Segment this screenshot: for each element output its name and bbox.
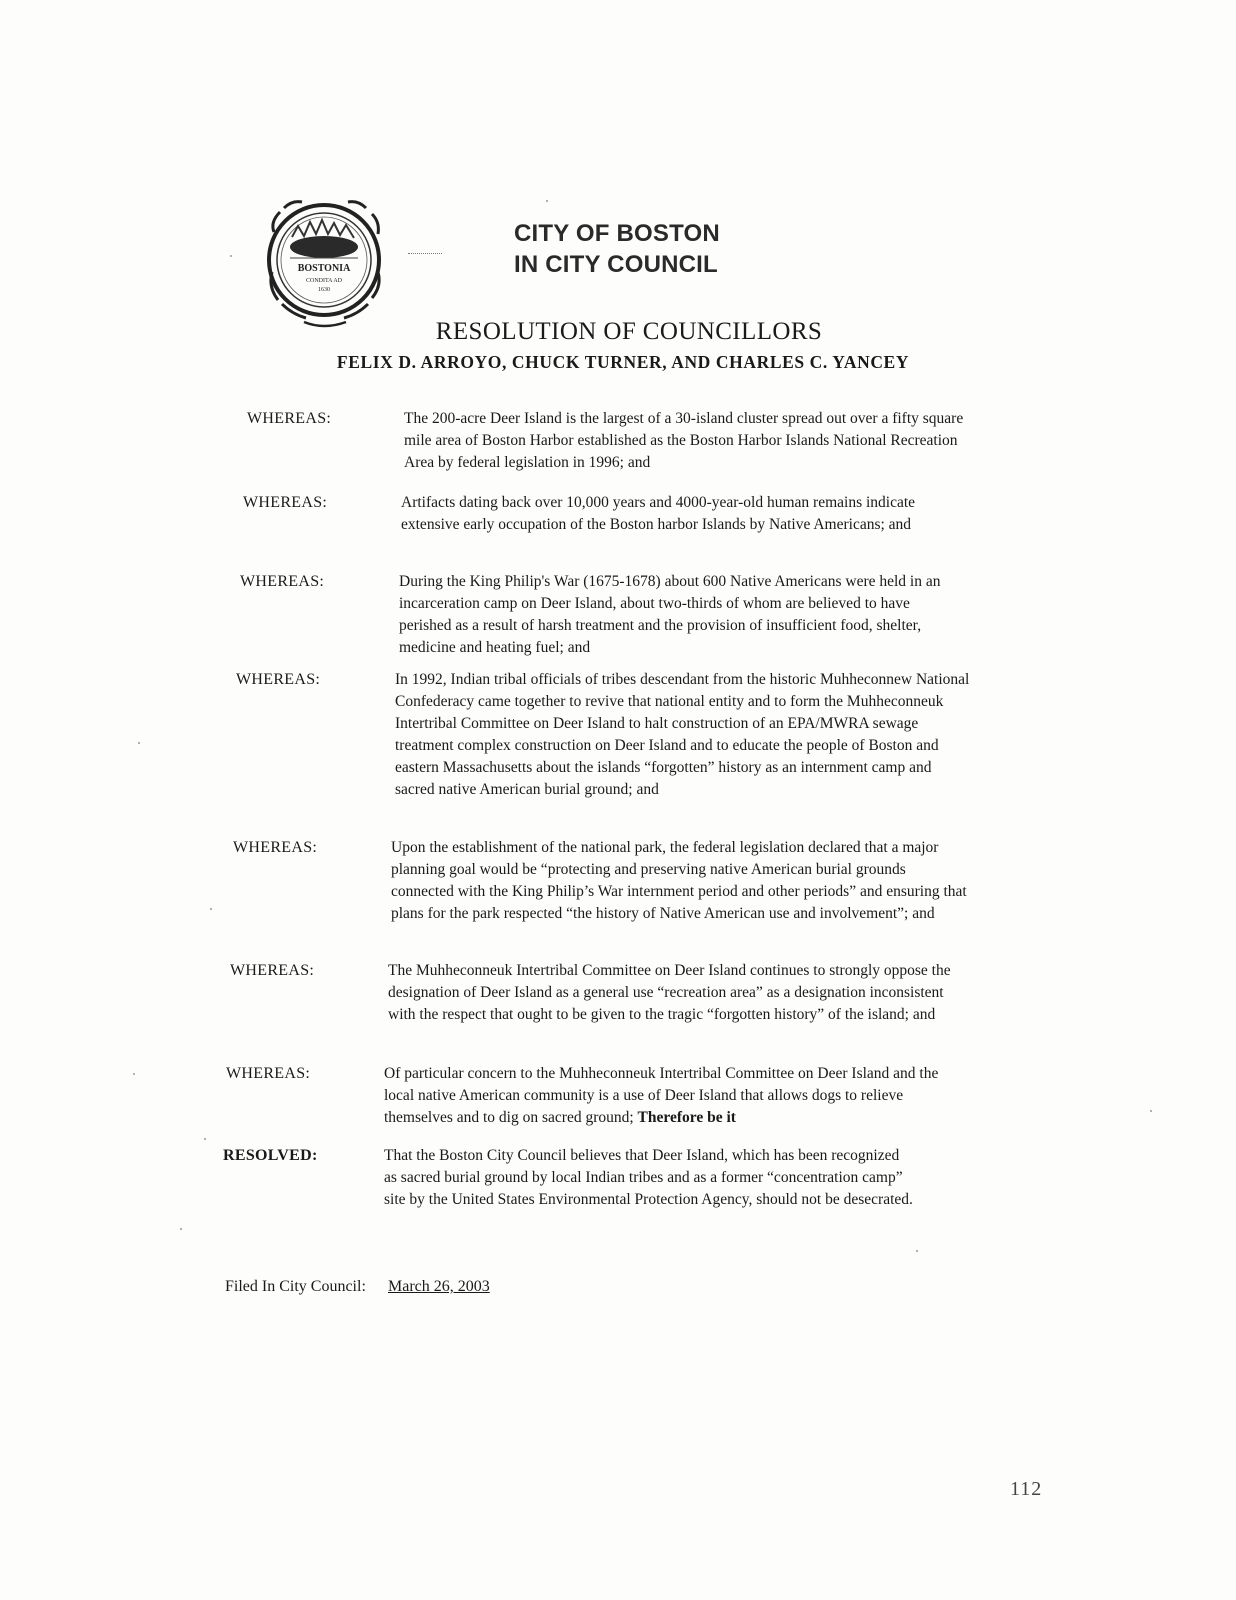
clause-text: The 200-acre Deer Island is the largest of a 30-island cluster spread out over a fifty square mile area of Boston Harbor established as the Boston Harbor Islands National Recreation Area by federal legislation in 1996; and (404, 410, 964, 471)
clause-label: WHEREAS: (243, 494, 328, 511)
seal-text: BOSTONIA (297, 263, 351, 274)
clause-body: Of particular concern to the Muhheconneuk Intertribal Committee on Deer Island and the local native American community is a use of Deer Island that allows dogs to relieve themselves and to dig on sacred ground; (384, 1065, 939, 1126)
clause-label: WHEREAS: (247, 410, 332, 427)
therefore-emphasis: Therefore be it (637, 1109, 736, 1126)
clause-text: The Muhheconneuk Intertribal Committee on Deer Island continues to strongly oppose the designation of Deer Island as a general use “recreation area” as a designation inconsistent with the respect that ought to be given to the tragic “forgotten history” of the island; and (388, 962, 951, 1023)
seal-year: 1630 (318, 287, 330, 293)
clause-label: WHEREAS: (240, 573, 325, 590)
clause-label: RESOLVED: (223, 1147, 318, 1164)
clause-label: WHEREAS: (236, 671, 321, 688)
clause-label: WHEREAS: (230, 962, 315, 979)
scan-speck (138, 742, 140, 744)
resolution-title-text: RESOLUTION OF COUNCILLORS (435, 318, 823, 345)
filed-label: Filed In City Council: (225, 1278, 366, 1295)
sponsors-text: FELIX D. ARROYO, CHUCK TURNER, AND CHARLES C. YANCEY (336, 352, 910, 372)
seal-divider (408, 253, 442, 254)
resolution-title (0, 318, 1236, 346)
council-header (514, 218, 720, 280)
clause-label: WHEREAS: (226, 1065, 311, 1082)
scan-speck (916, 1250, 918, 1252)
clause-text: In 1992, Indian tribal officials of tribes descendant from the historic Muhheconnew National Confederacy came together to revive that national entity and to form the Muhheconneuk Intertribal Committee on Deer Island to halt construction of an EPA/MWRA sewage treatment complex construction on Deer Island and to educate the people of Boston and eastern Massachusetts about the islands “forgotten” history as an internment camp and sacred native American burial ground; and (395, 671, 970, 798)
sponsors-line (0, 352, 1236, 373)
clause-text: Upon the establishment of the national park, the federal legislation declared that a major planning goal would be “protecting and preserving native American burial grounds connected with the King Philip’s War internment period and other periods” and ensuring that plans for the park respected “the history of Native American use and involvement”; and (391, 839, 967, 922)
scan-speck (546, 200, 548, 202)
filed-date: March 26, 2003 (388, 1278, 490, 1295)
scan-speck (133, 1073, 135, 1075)
scan-speck (204, 1138, 206, 1140)
filed-line (225, 1278, 490, 1296)
seal-lettering (298, 263, 351, 293)
page-number: 112 (1010, 1478, 1043, 1500)
city-seal-image (262, 192, 392, 332)
seal-subtext: CONDITA AD (305, 278, 343, 284)
clause-label: WHEREAS: (233, 839, 318, 856)
scan-speck (210, 908, 212, 910)
clause-text (384, 1063, 964, 1129)
city-title: CITY OF BOSTON (514, 220, 720, 247)
council-title: IN CITY COUNCIL (514, 251, 718, 278)
scan-speck (180, 1228, 182, 1230)
scan-speck (1150, 1110, 1152, 1112)
clause-text: Artifacts dating back over 10,000 years and 4000-year-old human remains indicate extensive early occupation of the Boston harbor Islands by Native Americans; and (401, 494, 916, 533)
clause-text: That the Boston City Council believes that Deer Island, which has been recognized as sacred burial ground by local Indian tribes and as a former “concentration camp” site by the United States Environmental Protection Agency, should not be desecrated. (384, 1147, 913, 1208)
scan-speck (230, 255, 232, 257)
clause-text: During the King Philip's War (1675-1678) about 600 Native Americans were held in an incarceration camp on Deer Island, about two-thirds of whom are believed to have perished as a result of harsh treatment and the provision of insufficient food, shelter, medicine and heating fuel; and (399, 573, 941, 656)
